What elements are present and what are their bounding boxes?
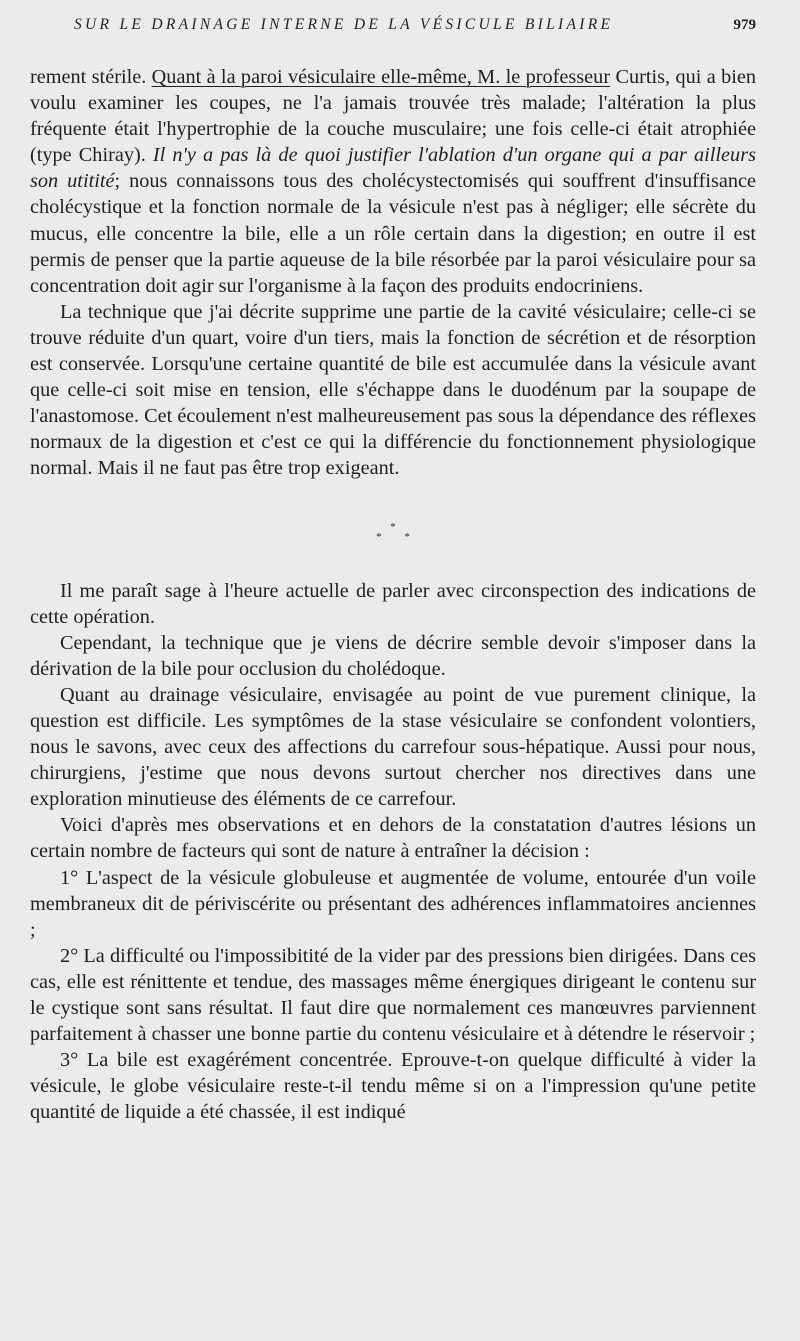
asterism-bottom: * * (376, 530, 420, 543)
paragraph-1: rement stérile. Quant à la paroi vésiculaire elle-même, M. le professeur Curtis, qui a bien voulu examiner les coupes, ne l'a jamais trouvée très malade; l'altération la plus fréquente était l'hypertrophie de la couche musculaire; une fois celle-ci était atrophiée (type Chiray). Il n'y a pas là de quoi justifier l'ablation d'un organe qui a par ailleurs son utitité; nous connaissons tous des cholécystectomisés qui souffrent d'insuffisance cholécystique et la fonction normale de la vésicule n'est pas à négliger; elle sécrète du mucus, elle concentre la bile, elle a un rôle certain dans la digestion; en outre il est permis de penser que la partie aqueuse de la bile résorbée par la paroi vésiculaire pour sa concentration doit agir sur l'organisme à la façon des produits endocriniens. (30, 66, 757, 297)
page-number: 979 (733, 17, 756, 33)
emphasis-italic: Il n'y a pas là de quoi justifier l'ablation d'un organe qui a par ailleurs son utitité (30, 144, 756, 193)
underlined-phrase: Quant à la paroi vésiculaire elle-même, M. le professeur (151, 66, 611, 88)
list-item-1: 1° L'aspect de la vésicule globuleuse et augmentée de volume, entourée d'un voile membraneux dit de périviscérite ou présentant des adhérences inflammatoires anciennes ; (30, 866, 756, 941)
paragraph-6: Voici d'après mes observations et en dehors de la constatation d'autres lésions un certain nombre de facteurs qui sont de nature à entraîner la décision : (30, 814, 756, 863)
section-separator (30, 482, 756, 578)
paragraph-2: La technique que j'ai décrite supprime une partie de la cavité vésiculaire; celle-ci se trouve réduite d'un quart, voire d'un tiers, mais la fonction de sécrétion et de résorption est conservée. Lorsqu'une certaine quantité de bile est accumulée dans la vésicule avant que celle-ci soit mise en tension, elle s'échappe dans le duodénum par la soupape de l'anastomose. Cet écoulement n'est malheureusement pas sous la dépendance des réflexes normaux de la digestion et c'est ce qui la différencie du fonctionnement physiologique normal. Mais il ne faut pas être trop exigeant. (30, 300, 756, 480)
asterism-top: * (390, 520, 406, 533)
list-item-3: 3° La bile est exagérément concentrée. Eprouve-t-on quelque difficulté à vider la vésicule, le globe vésiculaire reste-t-il tendu même si on a l'impression qu'une petite quantité de liquide a été chassée, il est indiqué (30, 1049, 756, 1124)
running-title: SUR LE DRAINAGE INTERNE DE LA VÉSICULE BILIAIRE (74, 16, 614, 33)
paragraph-4: Cependant, la technique que je viens de décrire semble devoir s'imposer dans la dérivation de la bile pour occlusion du cholédoque. (30, 631, 756, 680)
body-text (30, 64, 756, 1125)
paragraph-3: Il me paraît sage à l'heure actuelle de parler avec circonspection des indications de cette opération. (30, 579, 756, 628)
list-item-2: 2° La difficulté ou l'impossibitité de la vider par des pressions bien dirigées. Dans ces cas, elle est rénittente et tendue, des massages même énergiques dirigeant le contenu sur le cystique sont sans résultat. Il faut dire que normalement ces manœuvres parviennent parfaitement à chasser une bonne partie du contenu vésiculaire et à détendre le réservoir ; (30, 944, 756, 1046)
paragraph-5: Quant au drainage vésiculaire, envisagée au point de vue purement clinique, la question est difficile. Les symptômes de la stase vésiculaire se confondent volontiers, nous le savons, avec ceux des affections du carrefour sous-hépatique. Aussi pour nous, chirurgiens, j'estime que nous devons surtout chercher nos directives dans une exploration minutieuse des éléments de ce carrefour. (30, 683, 756, 811)
running-header (30, 16, 756, 46)
